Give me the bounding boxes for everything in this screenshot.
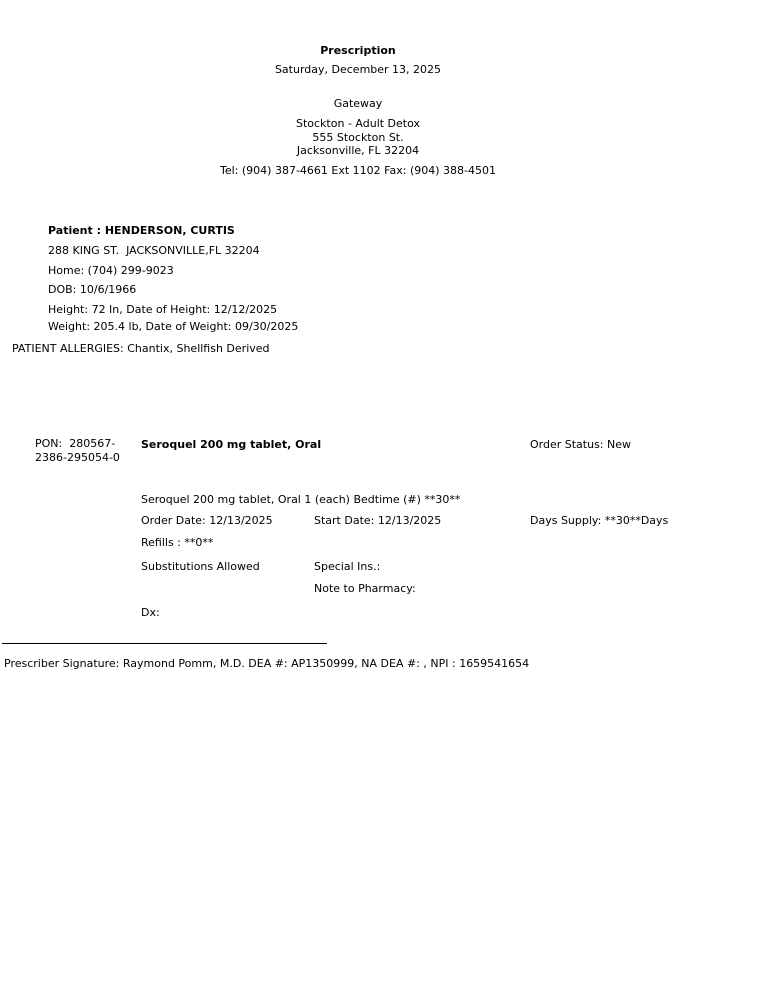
facility-name: Stockton - Adult Detox — [295, 117, 421, 130]
facility-address-line1: 555 Stockton St. — [312, 131, 404, 144]
patient-name: Patient : HENDERSON, CURTIS — [48, 224, 235, 237]
note-to-pharmacy: Note to Pharmacy: — [314, 582, 416, 595]
patient-height: Height: 72 In, Date of Height: 12/12/2025 — [48, 303, 278, 316]
document-date: Saturday, December 13, 2025 — [274, 63, 442, 76]
days-supply: Days Supply: **30**Days — [530, 514, 669, 527]
patient-home-phone: Home: (704) 299-9023 — [48, 264, 174, 277]
signature-line-divider — [2, 643, 327, 644]
organization-name: Gateway — [333, 97, 383, 110]
drug-title: Seroquel 200 mg tablet, Oral — [141, 438, 322, 451]
special-instructions: Special Ins.: — [314, 560, 381, 573]
substitutions: Substitutions Allowed — [141, 560, 260, 573]
pon-number-line2: 2386-295054-0 — [35, 451, 120, 464]
refills: Refills : **0** — [141, 536, 214, 549]
diagnosis: Dx: — [141, 606, 160, 619]
start-date: Start Date: 12/13/2025 — [314, 514, 442, 527]
pon-number-line1: PON: 280567- — [35, 437, 116, 450]
patient-weight: Weight: 205.4 lb, Date of Weight: 09/30/2025 — [48, 320, 299, 333]
facility-address-line2: Jacksonville, FL 32204 — [296, 144, 420, 157]
prescription-sig: Seroquel 200 mg tablet, Oral 1 (each) Bedtime (#) **30** — [141, 493, 461, 506]
patient-dob: DOB: 10/6/1966 — [48, 283, 137, 296]
patient-address: 288 KING ST. JACKSONVILLE,FL 32204 — [48, 244, 260, 257]
patient-allergies: PATIENT ALLERGIES: Chantix, Shellfish Derived — [12, 342, 270, 355]
facility-contact: Tel: (904) 387-4661 Ext 1102 Fax: (904) 388-4501 — [220, 164, 496, 177]
prescriber-signature: Prescriber Signature: Raymond Pomm, M.D. DEA #: AP1350999, NA DEA #: , NPI : 1659541654 — [4, 657, 530, 670]
order-date: Order Date: 12/13/2025 — [141, 514, 273, 527]
order-status: Order Status: New — [530, 438, 632, 451]
document-title: Prescription — [320, 44, 396, 57]
